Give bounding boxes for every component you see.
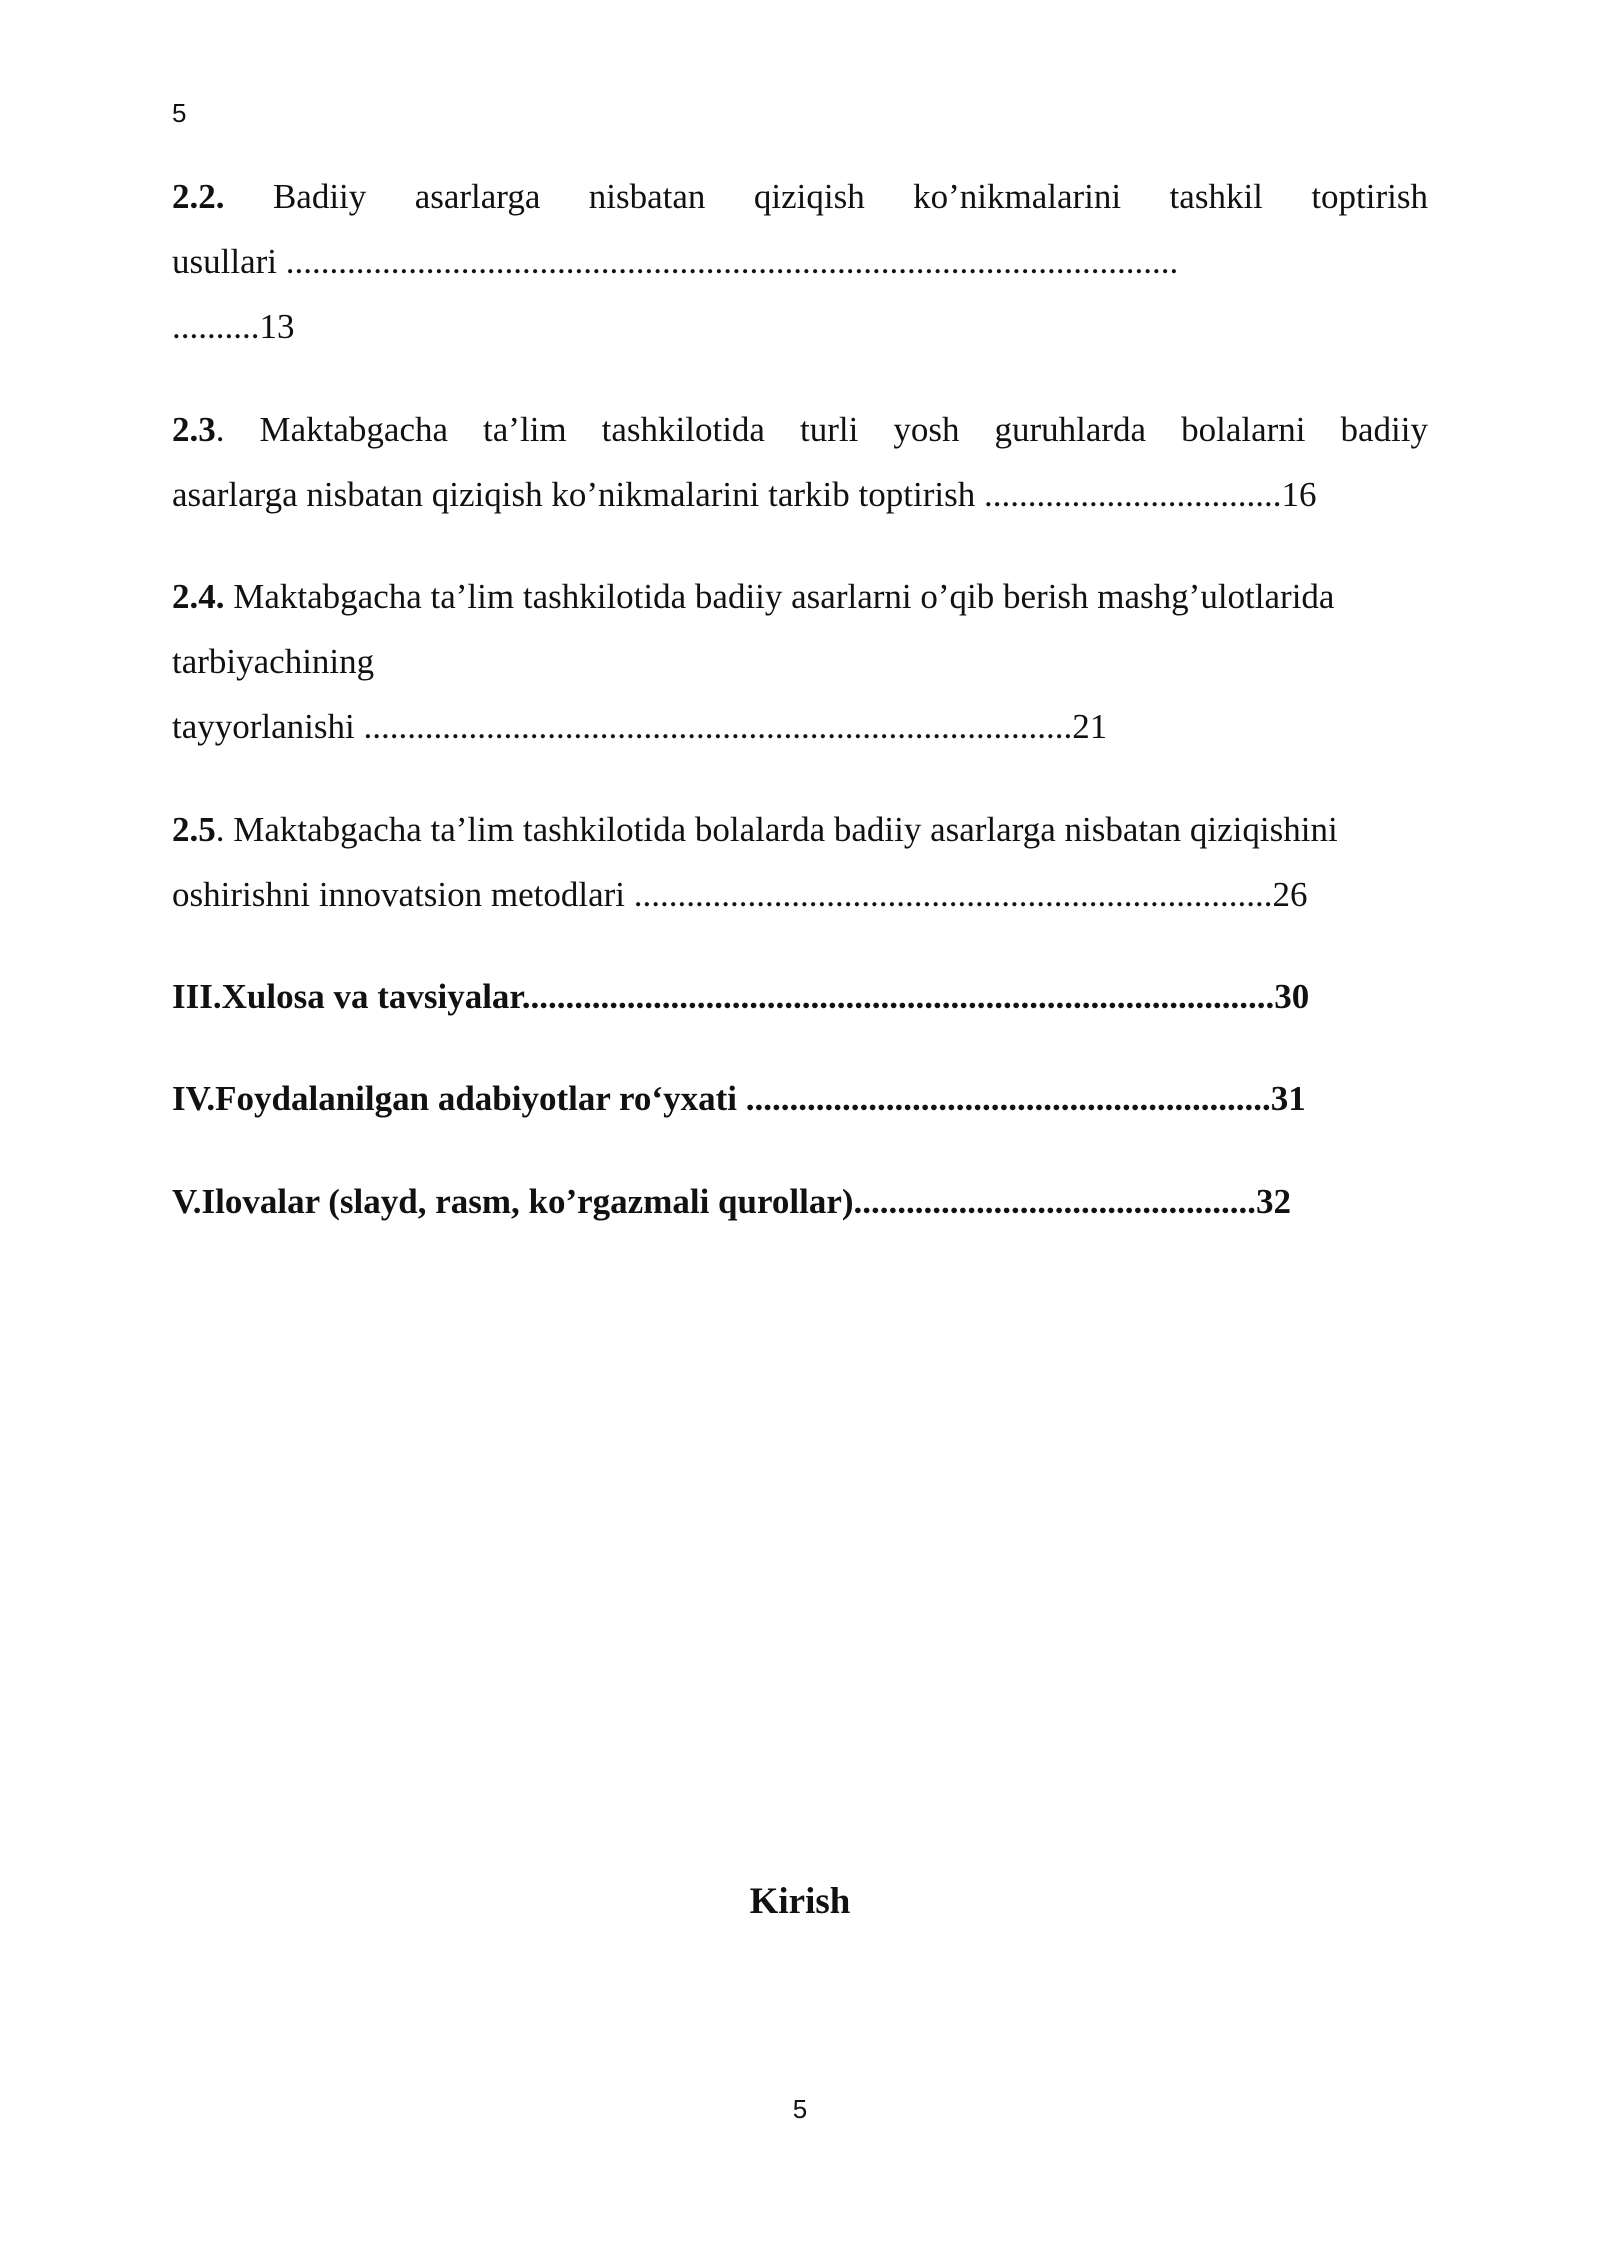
toc-title: V.Ilovalar (slayd, rasm, ko’rgazmali qurollar)..............................................32 [172, 1182, 1292, 1221]
toc-title: . Maktabgacha ta’lim tashkilotida turli yosh guruhlarda bolalarni badiiy [215, 410, 1428, 449]
header-page-number: 5 [172, 98, 187, 128]
toc-number: 2.4. [172, 577, 225, 616]
toc-page-ref: ..........13 [172, 307, 295, 346]
toc-title: Badiiy asarlarga nisbatan qiziqish ko’nikmalarini tashkil toptirish [272, 177, 1428, 216]
toc-entry-2-4[interactable] [172, 564, 1428, 759]
toc-number: 2.5 [172, 810, 216, 849]
toc-number: 2.2. [172, 177, 225, 216]
toc-title-cont: oshirishni innovatsion metodlari .........................................................................26 [172, 875, 1308, 914]
toc-title: IV.Foydalanilgan adabiyotlar ro‘yxati ............................................................31 [172, 1079, 1306, 1118]
toc-title-cont: tarbiyachining [172, 642, 375, 681]
toc-title: Maktabgacha ta’lim tashkilotida badiiy asarlarni o’qib berish mashg’ulotlarida [224, 577, 1335, 616]
toc-title-cont: tayyorlanishi .................................................................................21 [172, 707, 1108, 746]
toc-number: 2.3 [172, 410, 216, 449]
toc-title-cont: usullari ...................................................................................................... [172, 242, 1179, 281]
toc-entry-IV[interactable] [172, 1066, 1428, 1131]
toc-title: III.Xulosa va tavsiyalar......................................................................................30 [172, 977, 1310, 1016]
footer-page-number: 5 [792, 2094, 808, 2124]
toc-entry-2-5[interactable] [172, 797, 1428, 927]
section-heading-kirish: Kirish [749, 1881, 851, 1922]
toc-title-cont: asarlarga nisbatan qiziqish ko’nikmalarini tarkib toptirish ..................................16 [172, 475, 1317, 514]
toc-entry-2-3[interactable] [172, 397, 1428, 527]
toc-entry-III[interactable] [172, 964, 1428, 1029]
toc-entry-2-2[interactable] [172, 164, 1428, 359]
toc-title: . Maktabgacha ta’lim tashkilotida bolalarda badiiy asarlarga nisbatan qiziqishini [215, 810, 1338, 849]
toc-entry-V[interactable] [172, 1169, 1428, 1234]
